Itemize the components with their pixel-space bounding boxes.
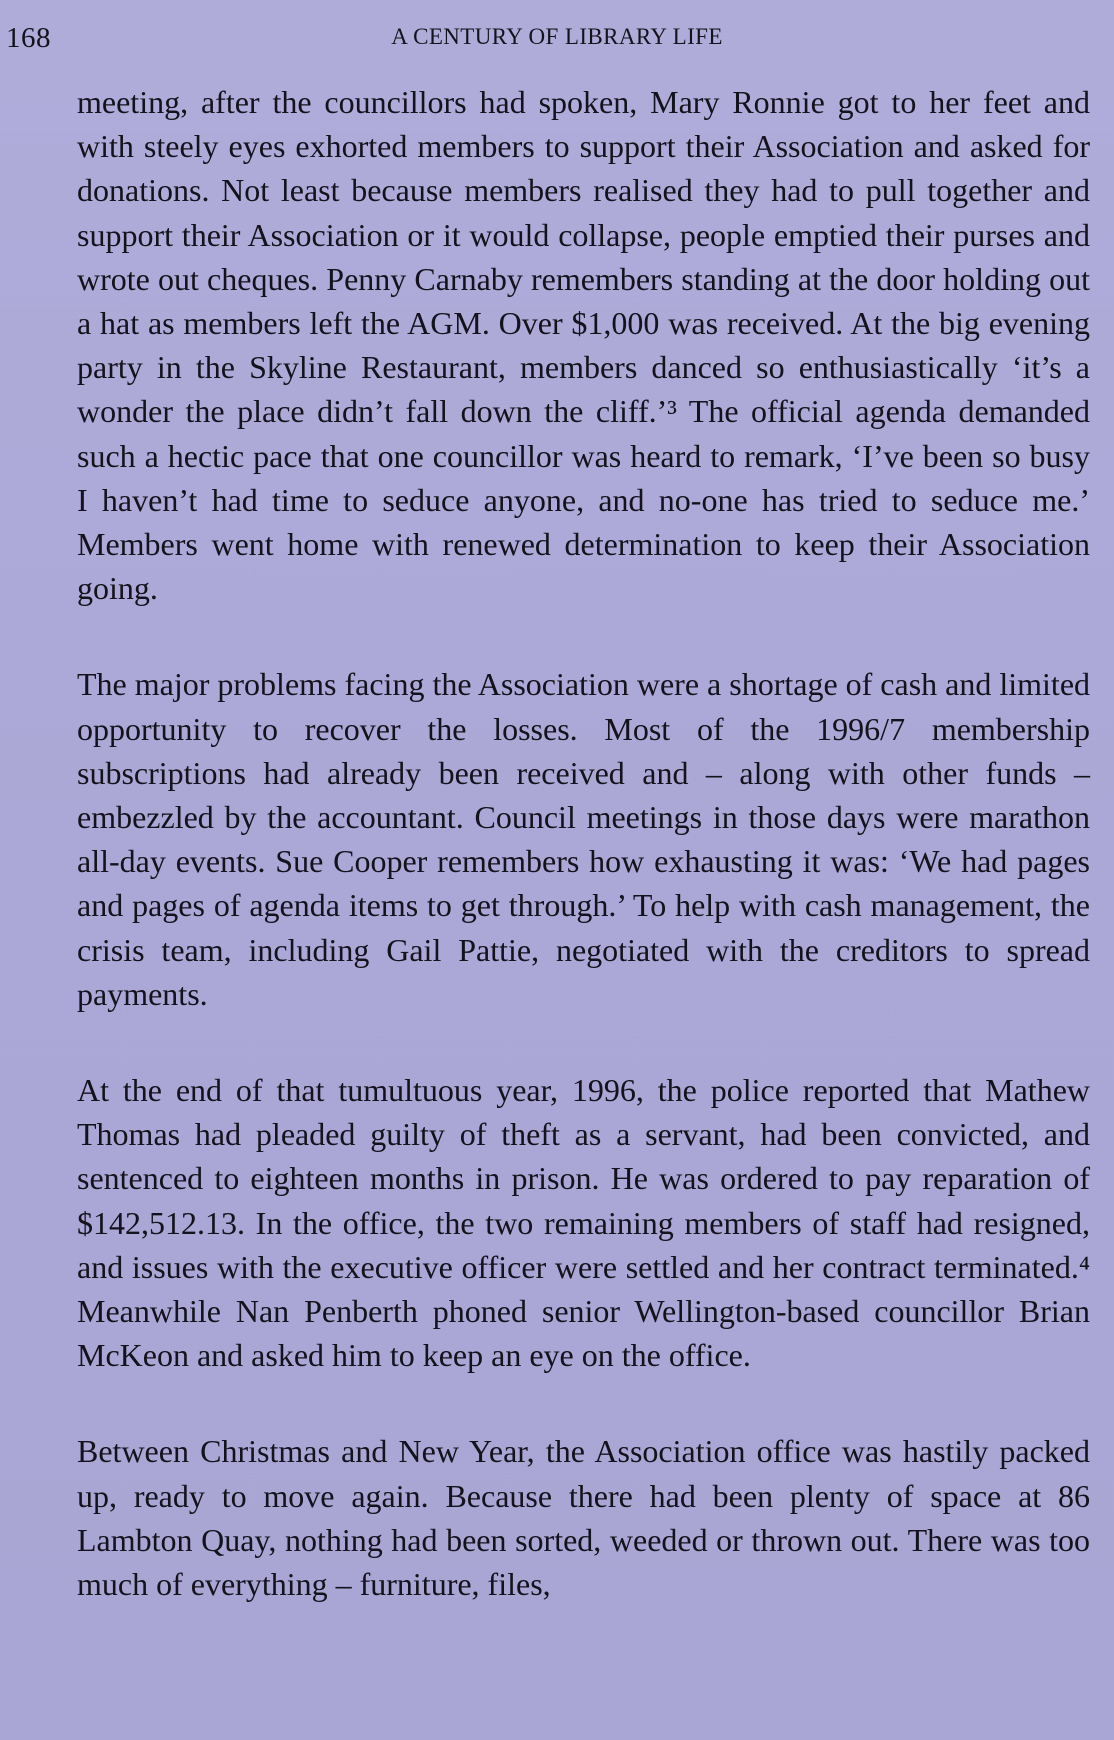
running-head: A CENTURY OF LIBRARY LIFE — [391, 24, 723, 49]
paragraph-3: At the end of that tumultuous year, 1996, the police reported that Mathew Thomas had pleaded guilty of theft as a servant, had been convicted, and sentenced to eighteen months in prison. He was ordered to pay reparation of $142,512.13. In the office, the two remaining members of staff had resigned, and issues with the executive officer were settled and her contract terminated.⁴ Meanwhile Nan Penberth phoned senior Wellington-based councillor Brian McKeon and asked him to keep an eye on the office. — [77, 1072, 1090, 1374]
page-number: 168 — [6, 22, 51, 54]
paragraph-1: meeting, after the councillors had spoken, Mary Ronnie got to her feet and with steely eyes exhorted members to support their Association and asked for donations. Not least because members realised they had to pull together and support their Association or it would collapse, people emptied their purses and wrote out cheques. Penny Carnaby remembers standing at the door holding out a hat as members left the AGM. Over $1,000 was received. At the big evening party in the Skyline Restaurant, members danced so enthusiastically ‘it’s a wonder the place didn’t fall down the cliff.’³ The official agenda demanded such a hectic pace that one councillor was heard to remark, ‘I’ve been so busy I haven’t had time to seduce anyone, and no-one has tried to seduce me.’ Members went home with renewed determination to keep their Association going. — [77, 84, 1090, 607]
paragraph-2: The major problems facing the Association were a shortage of cash and limited opportunity to recover the losses. Most of the 1996/7 membership subscriptions had already been received and – along with other funds – embezzled by the accountant. Council meetings in those days were marathon all-day events. Sue Cooper remembers how exhausting it was: ‘We had pages and pages of agenda items to get through.’ To help with cash management, the crisis team, including Gail Pattie, negotiated with the creditors to spread payments. — [77, 666, 1091, 1012]
body-text — [77, 80, 1090, 1606]
paragraph-4: Between Christmas and New Year, the Association office was hastily packed up, ready to move again. Because there had been plenty of space at 86 Lambton Quay, nothing had been sorted, weeded or thrown out. There was too much of everything – furniture, files, — [77, 1433, 1090, 1603]
